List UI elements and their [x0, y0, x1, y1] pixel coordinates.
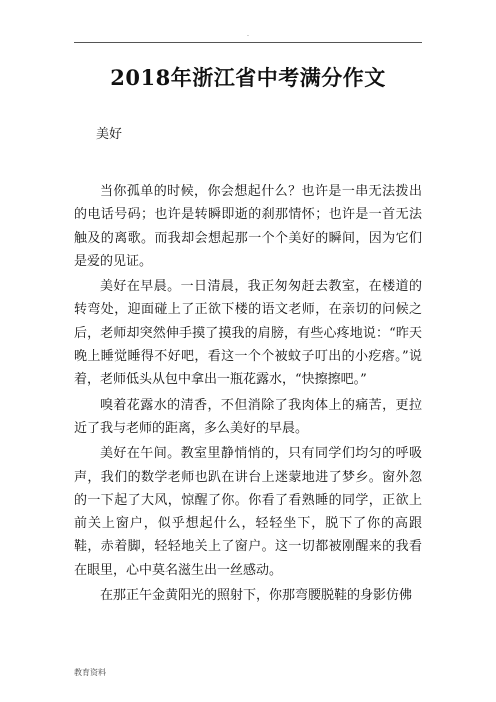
paragraph: 美好在早晨。一日清晨，我正匆匆赶去教室，在楼道的转弯处，迎面碰上了正欲下楼的语文老师，在亲切的问候之后，老师却突然伸手摸了摸我的肩膀，有些心疼地说：“昨天晚上睡觉睡得不好吧，看这一个个被蚊子叮出的小疙瘩。”说着，老师低头从包中拿出一瓶花露水，“快擦擦吧。” [74, 279, 422, 388]
paragraph: 在那正午金黄阳光的照射下，你那弯腰脱鞋的身影仿佛 [100, 588, 413, 604]
paragraph: 当你孤单的时候，你会想起什么？也许是一串无法拨出的电话号码；也许是转瞬即逝的刹那情怀；也许是一首无法触及的离歌。而我却会想起那一个个美好的瞬间，因为它们是爱的见证。 [74, 184, 422, 269]
paragraph: 嗅着花露水的清香，不但消除了我肉体上的痛苦，更拉近了我与老师的距离，多么美好的早晨。 [74, 397, 422, 436]
essay-subtitle: 美好 [96, 127, 123, 142]
essay-body [74, 180, 422, 609]
footer-label: 教育资料 [74, 668, 106, 677]
header-mark: . [246, 30, 250, 38]
header-divider [74, 42, 422, 43]
document-title: 2018年浙江省中考满分作文 [110, 65, 386, 90]
paragraph: 美好在午间。教室里静悄悄的，只有同学们均匀的呼吸声，我们的数学老师也趴在讲台上迷蒙地进了梦乡。窗外忽的一下起了大风，惊醒了你。你看了看熟睡的同学，正欲上前关上窗户，似乎想起什么，轻轻坐下，脱下了你的高跟鞋，赤着脚，轻轻地关上了窗户。这一切都被刚醒来的我看在眼里，心中莫名滋生出一丝感动。 [74, 446, 422, 578]
